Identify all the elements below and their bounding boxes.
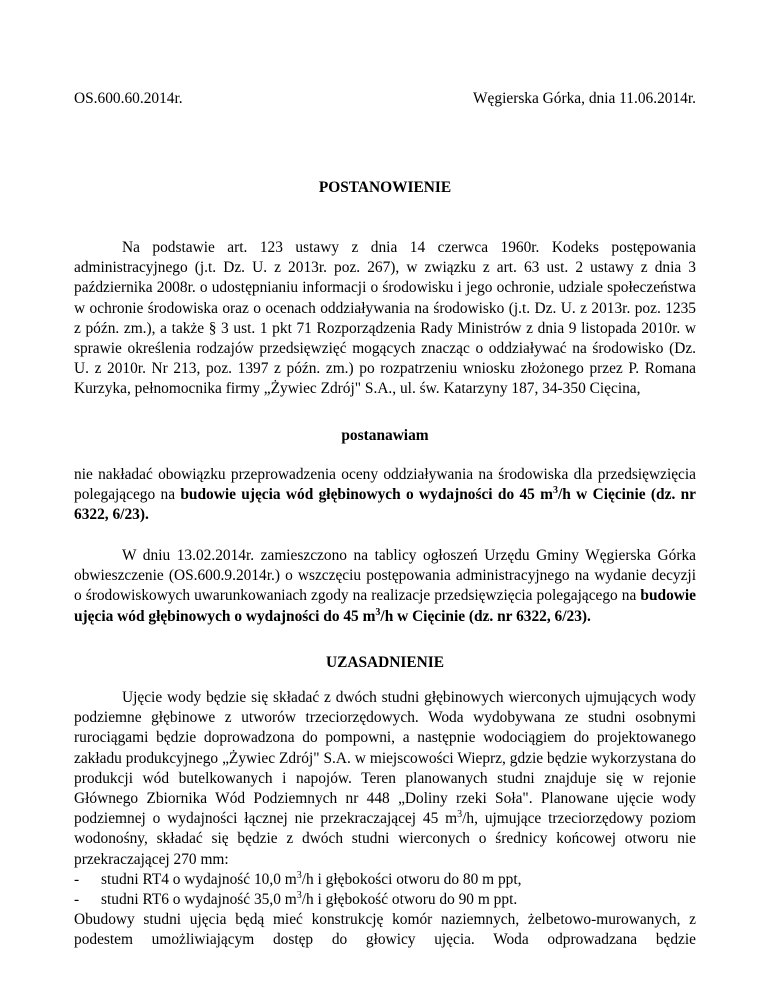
document-title: POSTANOWIENIE bbox=[318, 179, 452, 196]
list-dash: - bbox=[74, 891, 80, 909]
notice-lead: W dniu 13.02.2014r. zamieszczono na tablicy ogłoszeń Urzędu Gminy Węgierska Górka obwieszczenie (OS.600.9.2014r.) o wszczęciu postępowania administracyjnego na wydanie decyzji o środowiskowych uwarunkowaniach zgody na realizacje przedsięwzięcia polegającego na bbox=[74, 547, 696, 605]
well-text bbox=[101, 890, 517, 910]
justification-paragraph bbox=[74, 688, 696, 870]
decision-heading: postanawiam bbox=[341, 427, 429, 444]
well-text-end: /h i głębokość otworu do 90 m ppt. bbox=[301, 891, 518, 909]
decision-subject-text: budowie ujęcia wód głębinowych o wydajności do 45 m bbox=[180, 486, 554, 504]
notice-subject-text: budowie ujęcia wód głębinowych o wydajności do 45 m bbox=[74, 587, 696, 625]
justification-text-tail: /h, ujmujące trzeciorzędowy poziom wodonośny, składać się będzie z dwóch studni wierconych o średnicy końcowej otworu nie przekraczającej 270 mm: bbox=[74, 810, 696, 868]
list-dash: - bbox=[74, 870, 80, 888]
justification-superscript: 3 bbox=[457, 809, 463, 821]
decision-lead: nie nakładać obowiązku przeprowadzenia oceny oddziaływania na środowiska dla przedsięwzięcia polegającego na bbox=[74, 466, 696, 504]
decision-superscript: 3 bbox=[553, 485, 559, 497]
well-text bbox=[101, 870, 521, 890]
notice-subject-tail: /h w Cięcinie (dz. nr 6322, 6/23). bbox=[380, 607, 591, 625]
well-text-end: /h i głębokości otworu do 80 m ppt, bbox=[301, 870, 522, 888]
well-item bbox=[74, 870, 696, 890]
justification-heading: UZASADNIENIE bbox=[325, 654, 445, 671]
notice-paragraph bbox=[74, 546, 696, 627]
well-superscript: 3 bbox=[296, 889, 302, 901]
well-text-start: studni RT6 o wydajność 35,0 m bbox=[101, 891, 297, 909]
closing-text: Obudowy studni ujęcia będą mieć konstrukcję komór naziemnych, żelbetowo-murowanych, z podestem umożliwiającym dostęp do głowicy ujęcia. Woda odprowadzana będzie bbox=[74, 911, 696, 949]
well-superscript: 3 bbox=[296, 869, 302, 881]
legal-basis-paragraph: Na podstawie art. 123 ustawy z dnia 14 czerwca 1960r. Kodeks postępowania administracyjnego (j.t. Dz. U. z 2013r. poz. 267), w związku z art. 63 ust. 2 ustawy z dnia 3 października 2008r. o udostępnianiu informacji o środowisku i jego ochronie, udziale społeczeństwa w ochronie środowiska oraz o ocenach oddziaływania na środowisko (j.t. Dz. U. z 2013r. poz. 1235 z późn. zm.), a także § 3 ust. 1 pkt 71 Rozporządzenia Rady Ministrów z dnia 9 listopada 2010r. w sprawie określenia rodzajów przedsięwzięć mogących znacząc o oddziaływać na środowisko (Dz. U. z 2010r. Nr 213, poz. 1397 z późn. zm.) po rozpatrzeniu wniosku złożonego przez P. Romana Kurzyka, pełnomocnika firmy „Żywiec Zdrój" S.A., ul. św. Katarzyny 187, 34-350 Cięcina, bbox=[74, 239, 696, 398]
notice-superscript: 3 bbox=[375, 606, 381, 618]
decision-paragraph bbox=[74, 465, 696, 526]
justification-body bbox=[74, 688, 696, 950]
decision-subject-tail: /h w Cięcinie (dz. nr 6322, 6/23). bbox=[74, 486, 696, 524]
well-item bbox=[74, 890, 696, 910]
place-and-date: Węgierska Górka, dnia 11.06.2014r. bbox=[473, 90, 696, 107]
well-text-start: studni RT4 o wydajność 10,0 m bbox=[101, 870, 297, 888]
reference-number: OS.600.60.2014r. bbox=[74, 90, 183, 107]
justification-text: Ujęcie wody będzie się składać z dwóch studni głębinowych wierconych ujmujących wody podziemne głębinowe z utworów trzeciorzędowych. Woda wydobywana ze studni osobnymi rurociągami będzie doprowadzona do pompowni, a następnie wodociągiem do projektowanego zakładu produkcyjnego „Żywiec Zdrój" S.A. w miejscowości Wieprz, gdzie będzie wykorzystana do produkcji wód butelkowanych i napojów. Teren planowanych studni znajduje się w rejonie Głównego Zbiornika Wód Podziemnych nr 448 „Doliny rzeki Soła". Planowane ujęcie wody podziemnej o wydajności łącznej nie przekraczającej 45 m bbox=[74, 689, 696, 828]
